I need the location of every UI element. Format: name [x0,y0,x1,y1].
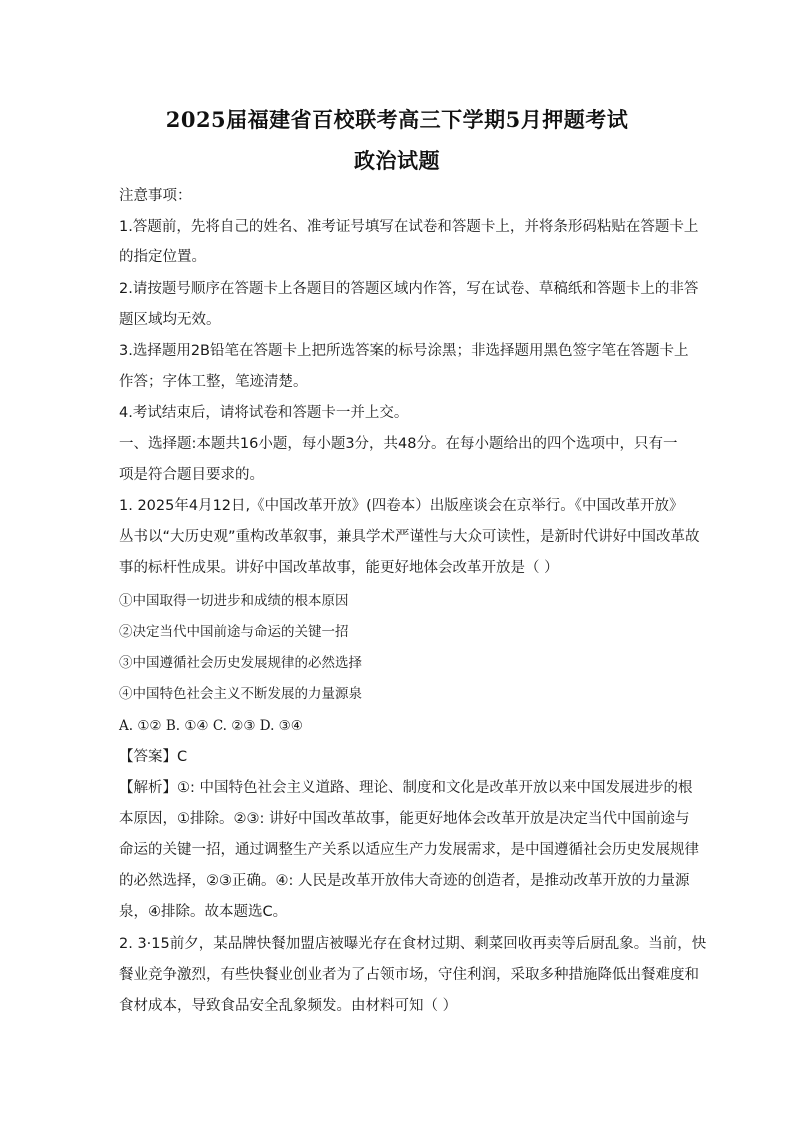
notice-item-3-cont: 作答；字体工整，笔迹清楚。 [119,374,308,390]
notice-item-2: 2.请按题号顺序在答题卡上各题目的答题区域内作答，写在试卷、草稿纸和答题卡上的非答 [119,281,699,297]
q1-option-1: ①中国取得一切进步和成绩的根本原因 [119,593,349,609]
q1-analysis-line-4: 的必然选择，②③正确。④: 人民是改革开放伟大奇迹的创造者，是推动改革开放的力量源 [119,873,690,889]
q2-stem-line-2: 餐业竞争激烈，有些快餐业创业者为了占领市场，守住利润，采取多种措施降低出餐难度和 [119,967,699,983]
notice-item-4: 4.考试结束后，请将试卷和答题卡一并上交。 [119,405,409,421]
q1-analysis-line-5: 泉，④排除。故本题选C。 [119,904,288,920]
q1-option-2: ②决定当代中国前途与命运的关键一招 [119,624,349,640]
q1-stem-line-3: 事的标杆性成果。讲好中国改革故事，能更好地体会改革开放是（ ） [119,560,559,576]
q1-analysis-line-3: 命运的关键一招，通过调整生产关系以适应生产力发展需求，是中国遵循社会历史发展规律 [119,842,699,858]
q1-answer: 【答案】C [119,749,188,765]
q1-option-3: ③中国遵循社会历史发展规律的必然选择 [119,655,362,671]
q2-stem-line-3: 食材成本，导致食品安全乱象频发。由材料可知（ ） [119,998,458,1014]
section-heading-cont: 项是符合题目要求的。 [119,467,264,483]
notice-item-3: 3.选择题用2B铅笔在答题卡上把所选答案的标号涂黑；非选择题用黑色签字笔在答题卡上 [119,343,689,359]
q1-stem-line-1: 1. 2025年4月12日,《中国改革开放》(四卷本）出版座谈会在京举行。《中国改革开放》 [119,498,684,514]
q1-option-4: ④中国特色社会主义不断发展的力量源泉 [119,686,362,702]
section-heading: 一、选择题:本题共16小题，每小题3分，共48分。在每小题给出的四个选项中，只有一 [119,436,678,452]
exam-subject-title: 政治试题 [354,148,440,173]
q1-analysis-line-2: 本原因，①排除。②③: 讲好中国改革故事，能更好地体会改革开放是决定当代中国前途与 [119,811,690,827]
notice-heading: 注意事项： [119,188,192,204]
q2-stem-line-1: 2. 3·15前夕，某品牌快餐加盟店被曝光存在食材过期、剩菜回收再卖等后厨乱象。当前，快 [119,936,707,952]
q1-stem-line-2: 丛书以“大历史观”重构改革叙事，兼具学术严谨性与大众可读性，是新时代讲好中国改革故 [119,529,700,545]
q1-choices: A. ①② B. ①④ C. ②③ D. ③④ [119,718,303,734]
exam-title: 2025届福建省百校联考高三下学期5月押题考试 [165,107,629,132]
q1-analysis-line-1: 【解析】①: 中国特色社会主义道路、理论、制度和文化是改革开放以来中国发展进步的根 [119,780,693,796]
notice-item-2-cont: 题区域均无效。 [119,312,221,328]
notice-item-1: 1.答题前，先将自己的姓名、准考证号填写在试卷和答题卡上，并将条形码粘贴在答题卡上 [119,219,699,235]
notice-item-1-cont: 的指定位置。 [119,249,206,265]
